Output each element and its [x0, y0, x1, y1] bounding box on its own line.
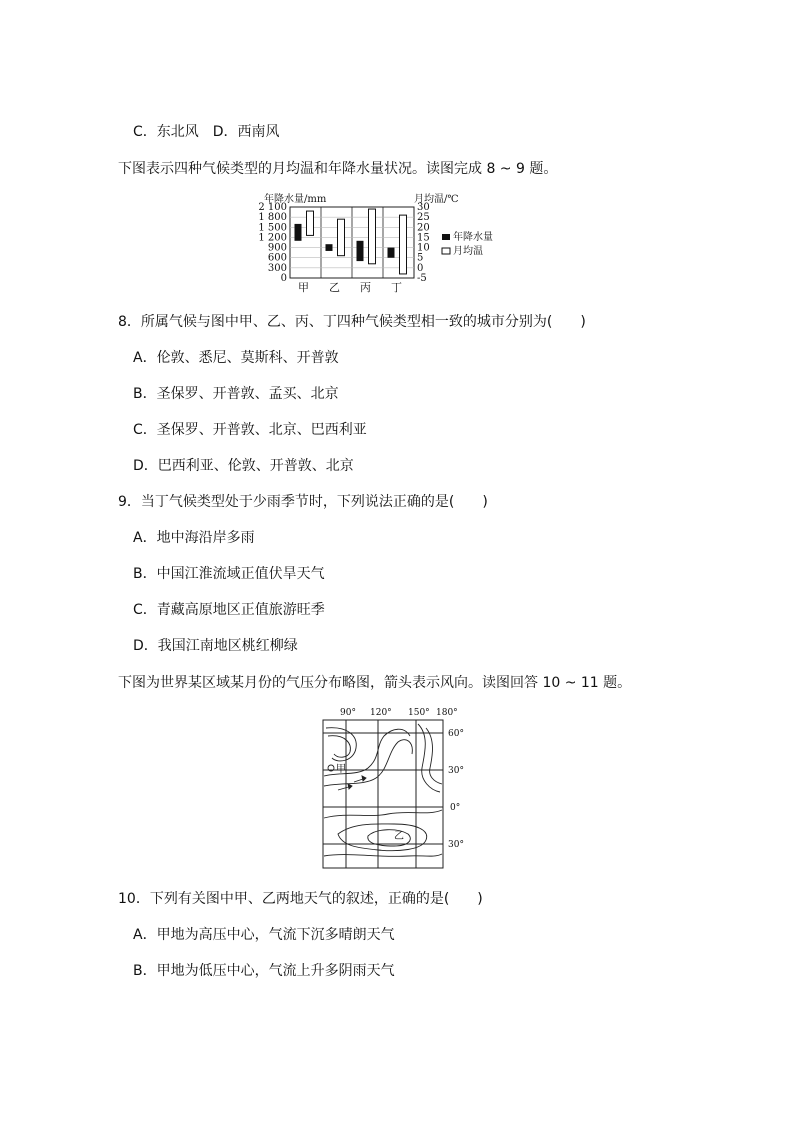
precip-bar-4 [388, 248, 395, 258]
isobar [324, 854, 442, 856]
left-tick-label: 1 800 [258, 212, 287, 224]
climate-chart-svg [258, 193, 532, 294]
isobar [324, 810, 442, 818]
category-label: 甲 [298, 281, 309, 294]
q10-option-a: A．甲地为高压中心，气流下沉多晴朗天气 [133, 927, 395, 943]
precip-bar-2 [326, 244, 333, 251]
left-tick-label: 1 200 [258, 232, 287, 244]
right-tick-label: 10 [417, 242, 430, 254]
isobar [328, 736, 350, 757]
temp-bar-2 [338, 219, 345, 256]
q7-options: C．东北风 D．西南风 [133, 124, 280, 140]
q9-option-a: A．地中海沿岸多雨 [133, 530, 255, 546]
category-label: 丁 [391, 281, 402, 294]
left-tick-label: 2 100 [258, 202, 287, 213]
right-tick-label: -5 [417, 273, 427, 284]
climate-chart [258, 193, 532, 294]
point-jia-label: 甲 [336, 764, 346, 775]
left-tick-label: 600 [267, 252, 287, 264]
q10-stem: 10．下列有关图中甲、乙两地天气的叙述，正确的是( ) [118, 891, 483, 907]
lat-label-60: 60° [448, 729, 464, 739]
q8-stem: 8．所属气候与图中甲、乙、丙、丁四种气候类型相一致的城市分别为( ) [118, 314, 586, 330]
lon-label-120: 120° [370, 708, 392, 718]
isobars [324, 724, 442, 856]
left-tick-label: 300 [267, 262, 287, 274]
q9-stem: 9．当丁气候类型处于少雨季节时，下列说法正确的是( ) [118, 494, 488, 510]
legend-label-temp: 月均温 [453, 246, 483, 257]
pressure-map [318, 706, 476, 872]
legend-swatch-precip [442, 234, 450, 240]
pressure-map-svg [318, 706, 476, 872]
isobar [338, 824, 427, 851]
lat-label-0: 0° [450, 803, 461, 813]
wind-arrow-head [348, 784, 352, 789]
q8-option-a: A．伦敦、悉尼、莫斯科、开普敦 [133, 350, 339, 366]
point-yi-label: 乙 [394, 831, 404, 842]
lat-label-30s: 30° [448, 840, 464, 850]
legend-swatch-temp [442, 248, 450, 254]
left-axis-title: 年降水量/mm [264, 194, 327, 205]
left-tick-label: 0 [280, 273, 287, 284]
q8-option-d: D．巴西利亚、伦敦、开普敦、北京 [133, 458, 354, 474]
right-axis-title: 月均温/℃ [414, 194, 459, 205]
right-tick-label: 0 [417, 262, 424, 274]
left-tick-label: 1 500 [258, 222, 287, 234]
category-label: 乙 [329, 281, 340, 294]
temp-bar-3 [369, 209, 376, 264]
right-tick-label: 15 [417, 232, 430, 244]
lat-label-30n: 30° [448, 766, 464, 776]
q10-option-b: B．甲地为低压中心，气流上升多阴雨天气 [133, 963, 395, 979]
right-tick-label: 5 [417, 252, 424, 264]
precip-bar-1 [295, 224, 302, 241]
q9-option-c: C．青藏高原地区正值旅游旺季 [133, 602, 325, 618]
isobar [324, 740, 412, 786]
right-tick-label: 25 [417, 212, 430, 224]
intro-10-11: 下图为世界某区域某月份的气压分布略图，箭头表示风向。读图回答 10 ~ 11 题。 [118, 675, 632, 691]
right-tick-label: 30 [417, 202, 430, 213]
q9-option-d: D．我国江南地区桃红柳绿 [133, 638, 298, 654]
intro-8-9: 下图表示四种气候类型的月均温和年降水量状况。读图完成 8 ~ 9 题。 [118, 161, 558, 177]
q8-option-c: C．圣保罗、开普敦、北京、巴西利亚 [133, 422, 367, 438]
isobar [426, 728, 442, 784]
legend-label-precip: 年降水量 [453, 232, 493, 243]
temp-bar-1 [307, 211, 314, 235]
lon-label-150: 150° [408, 708, 430, 718]
left-tick-label: 900 [267, 242, 287, 254]
temp-bar-4 [400, 215, 407, 274]
q9-option-b: B．中国江淮流域正值伏旱天气 [133, 566, 325, 582]
precip-bar-3 [357, 241, 364, 261]
category-label: 丙 [360, 281, 371, 294]
lon-label-180: 180° [436, 708, 458, 718]
q8-option-b: B．圣保罗、开普敦、孟买、北京 [133, 386, 339, 402]
wind-arrow-head [362, 776, 366, 781]
right-tick-label: 20 [417, 222, 430, 234]
lon-label-90: 90° [340, 708, 356, 718]
